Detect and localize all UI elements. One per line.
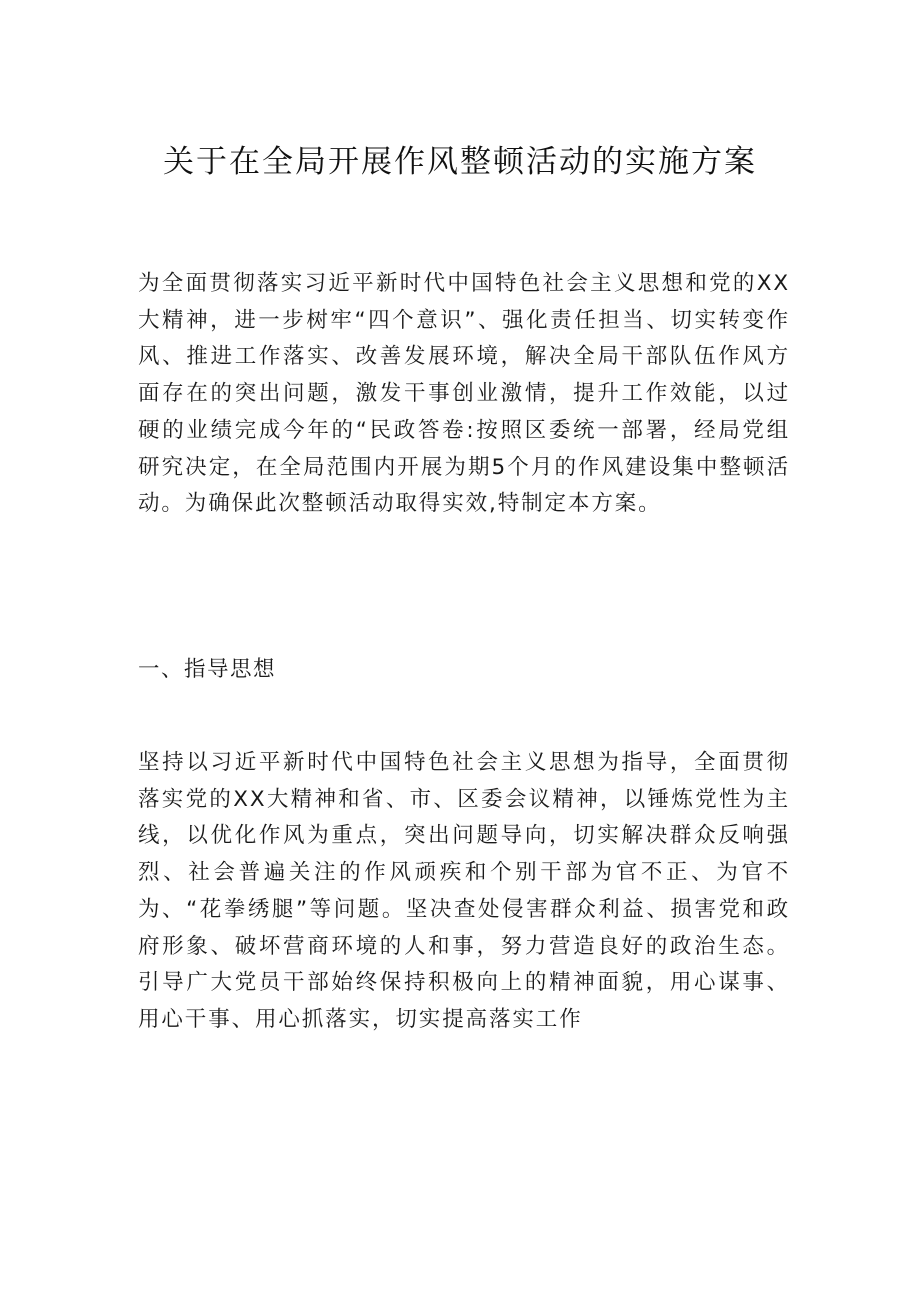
document-title: 关于在全局开展作风整顿活动的实施方案 (163, 144, 757, 180)
section-1-paragraph: 坚持以习近平新时代中国特色社会主义思想为指导，全面贯彻落实党的XX大精神和省、市、区委会议精神，以锤炼党性为主线，以优化作风为重点，突出问题导向，切实解决群众反响强烈、社会普遍关注的作风顽疾和个别干部为官不正、为官不为、“花拳绣腿”等问题。坚决查处侵害群众利益、损害党和政府形象、破坏营商环境的人和事，努力营造良好的政治生态。引导广大党员干部始终保持积极向上的精神面貌，用心谋事、用心干事、用心抓落实，切实提高落实工作 (138, 750, 790, 1032)
section-heading-guiding-ideology: 一、指导思想 (138, 657, 277, 682)
intro-paragraph: 为全面贯彻落实习近平新时代中国特色社会主义思想和党的XX大精神，进一步树牢“四个意识”、强化责任担当、切实转变作风、推进工作落实、改善发展环境，解决全局干部队伍作风方面存在的突出问题，激发干事创业激情，提升工作效能，以过硬的业绩完成今年的“民政答卷:按照区委统一部署，经局党组研究决定，在全局范围内开展为期5个月的作风建设集中整顿活动。为确保此次整顿活动取得实效,特制定本方案。 (138, 271, 790, 517)
